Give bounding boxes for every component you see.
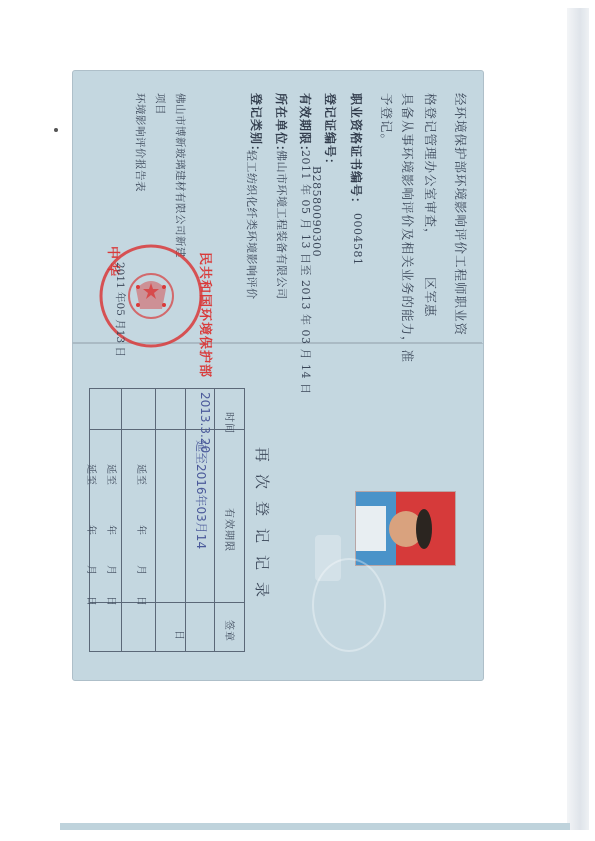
row3-day: 日	[105, 596, 116, 607]
row4-year: 年	[85, 525, 96, 536]
row3-month: 月	[105, 565, 116, 576]
record-table	[89, 388, 245, 652]
row4-prefix: 延至	[85, 464, 96, 486]
project-line-1: 佛山市博新玻璃建材有限公司新建	[174, 93, 186, 258]
photo-collar	[356, 506, 386, 551]
unit-value: 佛山市环境工程装备有限公司	[275, 150, 288, 300]
scan-dust-mark	[54, 128, 58, 132]
scan-edge-bottom	[60, 823, 570, 830]
cert-line-2: 格登记管理办公室审查，	[423, 93, 438, 242]
row2-prefix: 延至	[135, 464, 146, 486]
header-sign: 签章	[223, 620, 234, 642]
row2-year: 年	[135, 525, 146, 536]
project-line-2: 项目	[154, 93, 166, 115]
row1-day: 日	[173, 630, 184, 641]
seal-text-left: 中华	[105, 246, 120, 281]
header-valid: 有效期限	[223, 508, 234, 552]
project-line-3: 环境影响评价报告表	[134, 93, 146, 192]
reg-value: B28580090300	[310, 166, 323, 258]
row1-time: 2013.3.20	[198, 392, 212, 454]
embossed-mark	[315, 535, 341, 581]
cert-line-1: 经环境保护部环境影响评价工程师职业资	[453, 93, 468, 337]
unit-label: 所在单位：	[274, 93, 288, 159]
type-label: 登记类别：	[249, 93, 263, 159]
row4-day: 日	[85, 596, 96, 607]
row2-month: 月	[135, 565, 146, 576]
table-row-line	[90, 429, 244, 430]
holder-name: 区军惠	[423, 277, 438, 318]
seal-date: 2011 年05 月13 日	[114, 262, 126, 357]
qual-value: 0004581	[351, 213, 364, 266]
record-title: 再次登记记录	[253, 447, 271, 610]
qual-label: 职业资格证书编号：	[349, 93, 363, 211]
photo-hair	[416, 509, 432, 549]
type-value: 轻工纺织化纤类环境影响评价	[245, 150, 258, 300]
row2-day: 日	[135, 596, 146, 607]
reg-label: 登记证编号：	[323, 93, 337, 172]
scan-edge-right	[567, 8, 589, 830]
header-time: 时间	[223, 412, 234, 434]
cert-line-3: 具备从事环境影响评价及相关业务的能力，准	[400, 93, 415, 364]
seal-text-top: 民共和国环境保护部	[197, 252, 212, 379]
row4-month: 月	[85, 565, 96, 576]
holder-photo	[355, 491, 456, 566]
valid-label: 有效期限：	[298, 93, 312, 159]
row1-valid: 延至2016年03月14	[194, 440, 208, 550]
cert-line-4: 予登记。	[379, 93, 394, 148]
row3-year: 年	[105, 525, 116, 536]
row3-prefix: 延至	[105, 464, 116, 486]
valid-value: 2011 年 05 月 13 日至 2013 年 03 月 14 日	[299, 150, 312, 395]
